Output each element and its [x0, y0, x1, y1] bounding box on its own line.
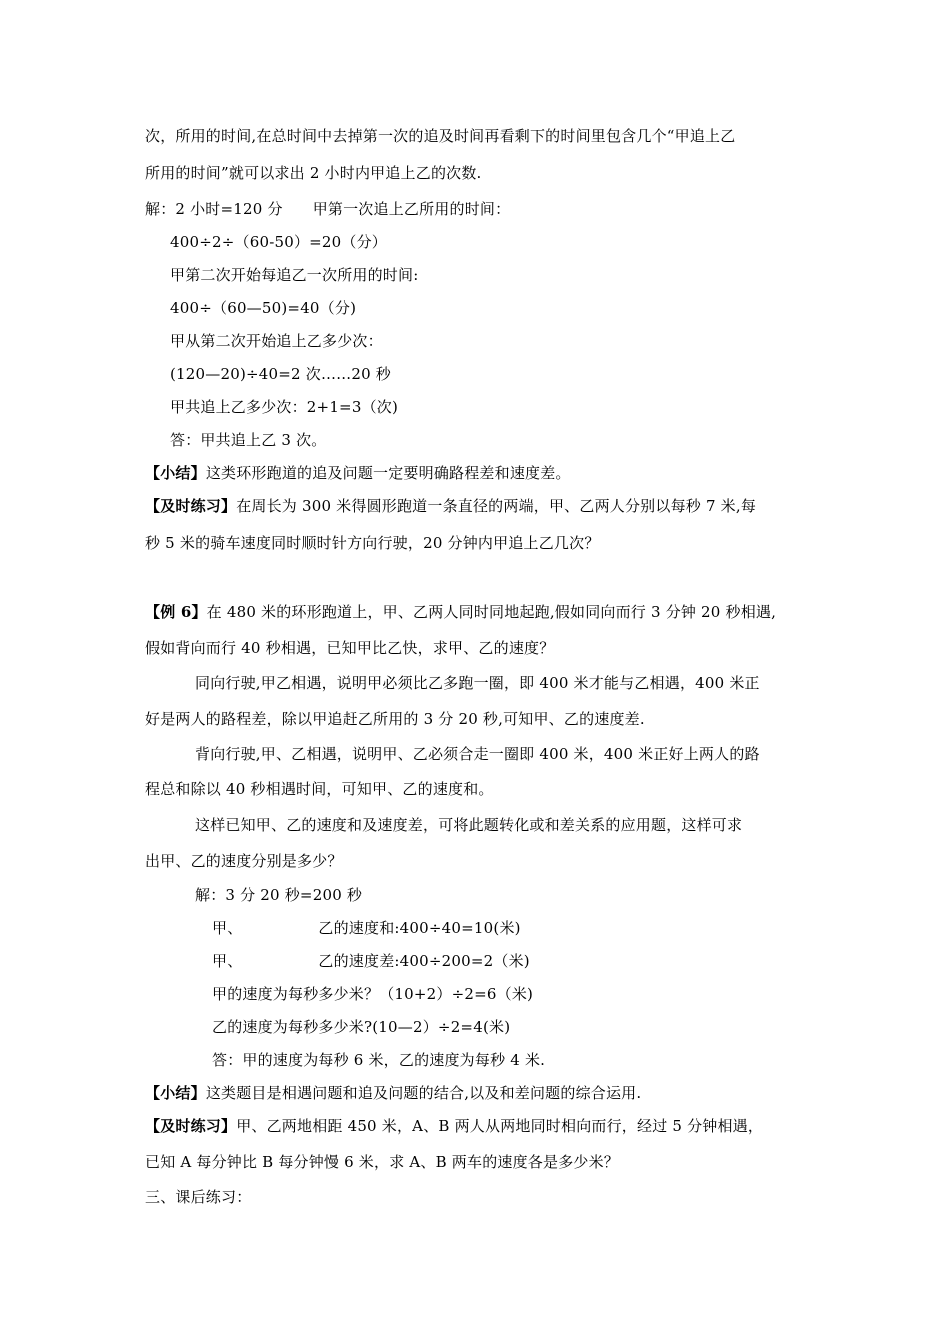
example-line: [145, 602, 776, 622]
answer-line: 答：甲的速度为每秒 6 米，乙的速度为每秒 4 米.: [212, 1051, 546, 1069]
text-line: 出甲、乙的速度分别是多少？: [145, 852, 343, 870]
summary-tag: 【小结】: [145, 464, 206, 482]
text-span: 甲、: [212, 952, 243, 970]
text-span: 这类题目是相遇问题和追及问题的结合,以及和差问题的综合运用.: [205, 1084, 642, 1102]
text-line: 好是两人的路程差，除以甲追赶乙所用的 3 分 20 秒,可知甲、乙的速度差.: [145, 710, 645, 728]
text-line: 这样已知甲、乙的速度和及速度差，可将此题转化或和差关系的应用题，这样可求: [195, 816, 743, 834]
section-heading: 三、课后练习：: [145, 1188, 252, 1206]
formula-line: [212, 918, 521, 938]
text-span: 甲、: [212, 919, 243, 937]
text-line: 所用的时间”就可以求出 2 小时内甲追上乙的次数.: [145, 164, 482, 182]
text-line: 已知 A 每分钟比 B 每分钟慢 6 米，求 A、B 两车的速度各是多少米？: [145, 1153, 620, 1171]
text-line: 甲从第二次开始追上乙多少次：: [170, 332, 383, 350]
summary-tag: 【小结】: [145, 1084, 206, 1102]
text-span: 甲第一次追上乙所用的时间：: [312, 200, 511, 218]
practice-tag: 【及时练习】: [145, 1117, 237, 1135]
text-line: 背向行驶,甲、乙相遇，说明甲、乙必须合走一圈即 400 米，400 米正好上两人的路: [195, 745, 760, 763]
solution-line: 解：3 分 20 秒=200 秒: [195, 886, 363, 904]
summary-line: [145, 463, 571, 483]
example-tag: 【例 6】: [145, 603, 207, 621]
formula-line: (120—20)÷40=2 次……20 秒: [170, 365, 392, 383]
text-span: 乙的速度和:400÷40=10(米): [318, 919, 521, 937]
text-span: 这类环形跑道的追及问题一定要明确路程差和速度差。: [205, 464, 571, 482]
solution-label: 解：2 小时=120 分: [145, 200, 283, 218]
text-span: 在 480 米的环形跑道上，甲、乙两人同时同地起跑,假如同向而行 3 分钟 20 秒相遇,: [206, 603, 777, 621]
text-span: 在周长为 300 米得圆形跑道一条直径的两端，甲、乙两人分别以每秒 7 米,每: [236, 497, 757, 515]
practice-line: [145, 1116, 763, 1136]
text-span: 乙的速度差:400÷200=2（米): [318, 952, 530, 970]
text-line: 假如背向而行 40 秒相遇，已知甲比乙快，求甲、乙的速度？: [145, 639, 555, 657]
text-span: 甲、乙两地相距 450 米，A、B 两人从两地同时相向而行，经过 5 分钟相遇，: [236, 1117, 764, 1135]
text-line: 甲第二次开始每追乙一次所用的时间:: [170, 266, 419, 284]
practice-line: [145, 496, 756, 516]
formula-line: 甲的速度为每秒多少米？（10+2）÷2=6（米): [212, 985, 534, 1003]
summary-line: [145, 1083, 641, 1103]
practice-tag: 【及时练习】: [145, 497, 237, 515]
formula-line: 乙的速度为每秒多少米?(10—2）÷2=4(米): [212, 1018, 511, 1036]
text-line: 程总和除以 40 秒相遇时间，可知甲、乙的速度和。: [145, 780, 494, 798]
formula-line: 400÷（60—50)=40（分): [170, 299, 357, 317]
solution-line: [145, 199, 510, 219]
text-line: 同向行驶,甲乙相遇，说明甲必须比乙多跑一圈，即 400 米才能与乙相遇，400 米正: [195, 674, 760, 692]
formula-line: 400÷2÷（60-50）=20（分）: [170, 233, 388, 251]
text-line: 次，所用的时间,在总时间中去掉第一次的追及时间再看剩下的时间里包含几个“甲追上乙: [145, 127, 736, 145]
formula-line: 甲共追上乙多少次：2+1=3（次): [170, 398, 399, 416]
answer-line: 答：甲共追上乙 3 次。: [170, 431, 327, 449]
text-line: 秒 5 米的骑车速度同时顺时针方向行驶，20 分钟内甲追上乙几次？: [145, 534, 600, 552]
formula-line: [212, 951, 530, 971]
